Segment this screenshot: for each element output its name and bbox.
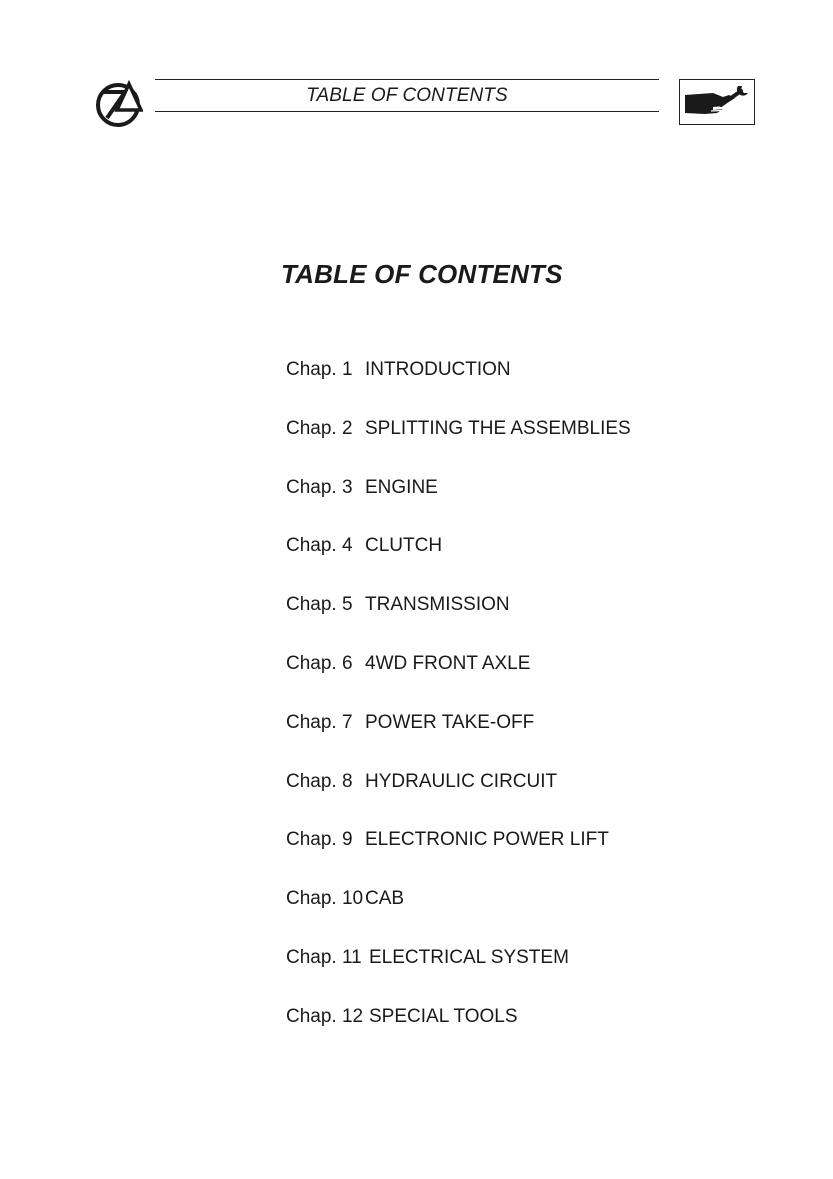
chapter-title: HYDRAULIC CIRCUIT	[365, 770, 558, 792]
chapter-number: Chap. 4	[286, 535, 353, 557]
chapter-title: TRANSMISSION	[365, 594, 510, 616]
chapter-number: Chap. 6	[286, 652, 353, 674]
header-rule-top	[155, 79, 659, 80]
chapter-number: Chap. 5	[286, 594, 353, 616]
chapter-number: Chap. 11	[286, 946, 362, 968]
header-title: TABLE OF CONTENTS	[306, 85, 508, 106]
chapter-number: Chap. 12	[286, 1005, 364, 1027]
chapter-number: Chap. 1	[286, 359, 353, 380]
chapter-title: 4WD FRONT AXLE	[365, 652, 531, 674]
section-badge	[679, 79, 755, 125]
hand-wrench-icon	[683, 83, 751, 121]
chapter-number: Chap. 2	[286, 417, 353, 439]
chapter-title: ELECTRICAL SYSTEM	[369, 946, 569, 968]
chapter-number: Chap. 8	[286, 770, 353, 792]
chapter-number: Chap. 10	[286, 888, 364, 910]
chapter-number: Chap. 9	[286, 829, 353, 851]
chapter-title: ENGINE	[365, 476, 438, 498]
chapter-number: Chap. 3	[286, 476, 353, 498]
brand-logo-icon	[95, 80, 143, 128]
header-rule-bottom	[155, 111, 659, 112]
chapter-title: INTRODUCTION	[365, 359, 511, 380]
chapter-title: SPLITTING THE ASSEMBLIES	[365, 417, 631, 439]
chapter-title: CAB	[365, 888, 405, 910]
page-title: TABLE OF CONTENTS	[281, 259, 563, 289]
chapter-title: ELECTRONIC POWER LIFT	[365, 829, 609, 851]
chapter-title: POWER TAKE-OFF	[365, 711, 535, 733]
chapter-number: Chap. 7	[286, 711, 353, 733]
chapter-title: CLUTCH	[365, 535, 443, 557]
chapter-title: SPECIAL TOOLS	[369, 1005, 518, 1027]
